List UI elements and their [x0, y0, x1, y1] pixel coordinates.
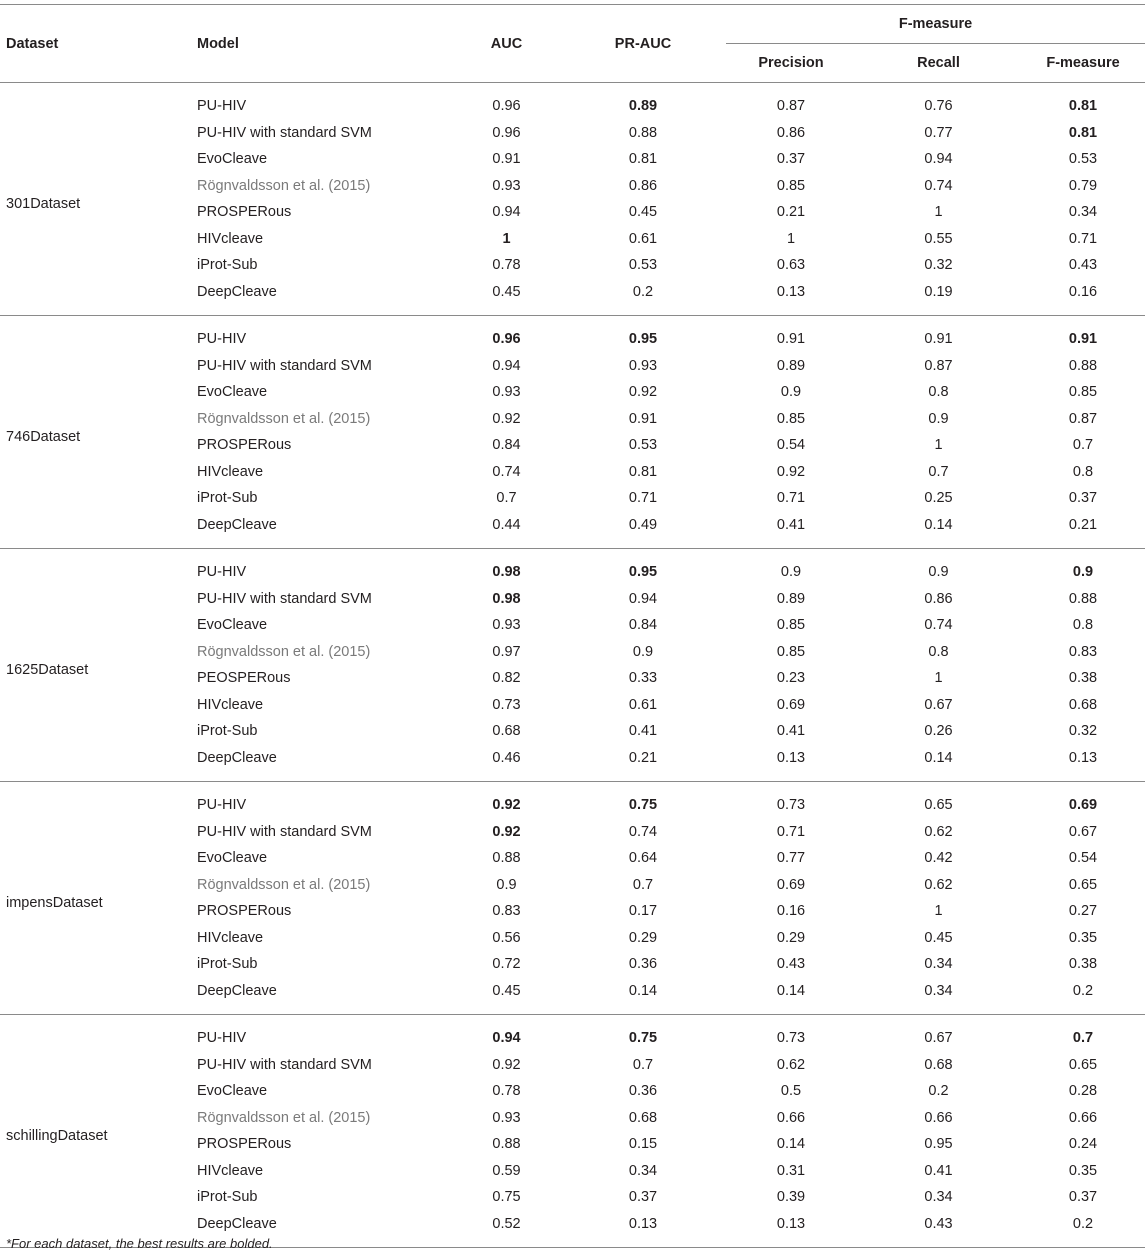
auc-cell: 0.45: [492, 283, 521, 300]
auc-cell: 0.78: [492, 257, 521, 274]
auc-cell: 0.92: [492, 1056, 521, 1073]
prauc-cell: 0.91: [628, 410, 658, 427]
recall-cell: 0.2: [928, 1083, 949, 1100]
prauc-cell: 0.71: [628, 490, 658, 507]
header-prauc: PR-AUC: [614, 35, 672, 52]
auc-cell: 0.84: [492, 437, 521, 454]
fmeasure-cell: 0.88: [1068, 357, 1098, 374]
recall-cell: 0.62: [924, 823, 953, 840]
fmeasure-cell: 0.35: [1068, 929, 1098, 946]
auc-cell: 0.91: [492, 151, 521, 168]
header-fmeasure: F-measure: [1046, 55, 1120, 71]
fmeasure-cell: 0.88: [1068, 590, 1098, 607]
prauc-cell: 0.15: [628, 1136, 658, 1153]
table-row: [0, 316, 1145, 353]
prauc-cell: 0.86: [628, 177, 658, 194]
header-auc: AUC: [490, 35, 523, 52]
recall-cell: 0.91: [924, 331, 953, 348]
auc-cell: 0.44: [492, 516, 521, 533]
auc-cell: 0.73: [492, 696, 521, 713]
model-name: HIVcleave: [197, 230, 264, 247]
recall-cell: 0.42: [924, 850, 953, 867]
prauc-cell: 0.94: [628, 590, 658, 607]
prauc-cell: 0.81: [628, 151, 658, 168]
precision-cell: 0.71: [776, 823, 806, 840]
precision-cell: 0.23: [776, 670, 806, 687]
header-model: Model: [197, 35, 239, 52]
model-name: DeepCleave: [197, 283, 277, 300]
prauc-cell: 0.41: [628, 723, 658, 740]
table-row: [0, 1015, 1145, 1052]
precision-cell: 0.14: [776, 982, 806, 999]
prauc-cell: 0.13: [628, 1215, 658, 1232]
auc-cell: 0.75: [492, 1189, 521, 1206]
fmeasure-cell: 0.81: [1068, 98, 1098, 115]
model-name: HIVcleave: [197, 463, 264, 480]
auc-cell: 0.45: [492, 982, 521, 999]
prauc-cell: 0.49: [628, 516, 658, 533]
precision-cell: 0.31: [776, 1162, 806, 1179]
table-header: [0, 5, 1145, 83]
recall-cell: 0.19: [924, 283, 953, 300]
prauc-cell: 0.84: [628, 617, 658, 634]
recall-cell: 0.34: [924, 956, 953, 973]
auc-cell: 0.92: [492, 823, 521, 840]
fmeasure-cell: 0.65: [1068, 1056, 1098, 1073]
auc-cell: 0.83: [492, 903, 521, 920]
auc-cell: 0.94: [492, 204, 521, 221]
results-table: [0, 4, 1145, 1248]
fmeasure-cell: 0.43: [1068, 257, 1098, 274]
model-name: PU-HIV with standard SVM: [197, 1056, 372, 1073]
fmeasure-cell: 0.68: [1068, 696, 1098, 713]
prauc-cell: 0.45: [628, 204, 658, 221]
recall-cell: 0.86: [924, 590, 953, 607]
fmeasure-cell: 0.69: [1068, 797, 1098, 814]
recall-cell: 0.55: [924, 230, 953, 247]
precision-cell: 0.13: [776, 1215, 806, 1232]
auc-cell: 0.7: [496, 490, 517, 507]
model-name: PU-HIV: [197, 98, 247, 115]
fmeasure-cell: 0.83: [1068, 643, 1098, 660]
auc-cell: 0.93: [492, 617, 521, 634]
recall-cell: 0.77: [924, 124, 953, 141]
recall-cell: 0.67: [924, 696, 953, 713]
recall-cell: 0.95: [924, 1136, 953, 1153]
prauc-cell: 0.9: [632, 643, 654, 660]
dataset-group: [0, 549, 1145, 782]
table-row: [0, 549, 1145, 586]
recall-cell: 0.74: [924, 177, 953, 194]
precision-cell: 0.91: [776, 331, 806, 348]
precision-cell: 0.41: [776, 516, 806, 533]
fmeasure-cell: 0.79: [1068, 177, 1098, 194]
auc-cell: 0.82: [492, 670, 521, 687]
auc-cell: 0.93: [492, 1109, 521, 1126]
table-row: [0, 782, 1145, 819]
fmeasure-cell: 0.7: [1072, 1030, 1094, 1047]
model-name: iProt-Sub: [197, 723, 258, 740]
fmeasure-cell: 0.85: [1068, 384, 1098, 401]
prauc-cell: 0.17: [628, 903, 658, 920]
recall-cell: 0.62: [924, 876, 953, 893]
prauc-cell: 0.88: [628, 124, 658, 141]
recall-cell: 1: [934, 437, 943, 454]
recall-cell: 0.34: [924, 1189, 953, 1206]
fmeasure-cell: 0.7: [1072, 437, 1094, 454]
model-name: DeepCleave: [197, 1215, 277, 1232]
fmeasure-cell: 0.28: [1068, 1083, 1098, 1100]
recall-cell: 0.66: [924, 1109, 953, 1126]
precision-cell: 0.85: [776, 643, 806, 660]
auc-cell: 0.98: [492, 590, 521, 607]
auc-cell: 0.94: [492, 1030, 521, 1047]
recall-cell: 0.9: [928, 564, 949, 581]
auc-cell: 0.98: [492, 564, 521, 581]
model-name: PU-HIV: [197, 1030, 247, 1047]
precision-cell: 1: [786, 230, 796, 247]
prauc-cell: 0.21: [628, 749, 658, 766]
model-name: PROSPERous: [197, 204, 292, 221]
model-name: DeepCleave: [197, 982, 277, 999]
model-name: EvoCleave: [197, 151, 268, 168]
recall-cell: 0.32: [924, 257, 953, 274]
model-name: HIVcleave: [197, 929, 264, 946]
precision-cell: 0.69: [776, 876, 806, 893]
precision-cell: 0.73: [776, 797, 806, 814]
recall-cell: 0.8: [928, 384, 949, 401]
auc-cell: 1: [502, 230, 511, 247]
precision-cell: 0.73: [776, 1030, 806, 1047]
precision-cell: 0.13: [776, 283, 806, 300]
recall-cell: 0.74: [924, 617, 953, 634]
precision-cell: 0.62: [776, 1056, 806, 1073]
auc-cell: 0.94: [492, 357, 521, 374]
model-name: Rögnvaldsson et al. (2015): [197, 177, 371, 194]
auc-cell: 0.46: [492, 749, 521, 766]
fmeasure-cell: 0.8: [1072, 617, 1094, 634]
prauc-cell: 0.33: [628, 670, 658, 687]
fmeasure-cell: 0.9: [1072, 564, 1094, 581]
header-recall: Recall: [917, 55, 960, 71]
footnote: *For each dataset, the best results are bolded.: [6, 1236, 273, 1251]
auc-cell: 0.52: [492, 1215, 521, 1232]
fmeasure-cell: 0.87: [1068, 410, 1098, 427]
prauc-cell: 0.29: [628, 929, 658, 946]
recall-cell: 0.34: [924, 982, 953, 999]
prauc-cell: 0.68: [628, 1109, 658, 1126]
fmeasure-cell: 0.34: [1068, 204, 1098, 221]
model-name: PU-HIV with standard SVM: [197, 823, 372, 840]
fmeasure-cell: 0.66: [1068, 1109, 1098, 1126]
prauc-cell: 0.37: [628, 1189, 658, 1206]
fmeasure-cell: 0.81: [1068, 124, 1098, 141]
prauc-cell: 0.75: [628, 797, 658, 814]
recall-cell: 0.43: [924, 1215, 953, 1232]
fmeasure-cell: 0.35: [1068, 1162, 1098, 1179]
model-name: PU-HIV with standard SVM: [197, 124, 372, 141]
fmeasure-cell: 0.37: [1068, 1189, 1098, 1206]
precision-cell: 0.37: [776, 151, 806, 168]
recall-cell: 0.76: [924, 98, 953, 115]
auc-cell: 0.68: [492, 723, 521, 740]
auc-cell: 0.97: [492, 643, 521, 660]
fmeasure-cell: 0.54: [1068, 850, 1098, 867]
recall-cell: 0.14: [924, 516, 953, 533]
precision-cell: 0.21: [776, 204, 806, 221]
recall-cell: 0.26: [924, 723, 953, 740]
fmeasure-cell: 0.53: [1068, 151, 1098, 168]
prauc-cell: 0.36: [628, 1083, 658, 1100]
precision-cell: 0.63: [776, 257, 806, 274]
dataset-name: 1625Dataset: [6, 662, 89, 678]
model-name: HIVcleave: [197, 696, 264, 713]
precision-cell: 0.13: [776, 749, 806, 766]
precision-cell: 0.69: [776, 696, 806, 713]
model-name: iProt-Sub: [197, 956, 258, 973]
prauc-cell: 0.61: [628, 230, 658, 247]
recall-cell: 0.7: [928, 463, 949, 480]
prauc-cell: 0.75: [628, 1030, 658, 1047]
prauc-cell: 0.95: [628, 564, 658, 581]
precision-cell: 0.39: [776, 1189, 806, 1206]
recall-cell: 0.94: [924, 151, 953, 168]
precision-cell: 0.16: [776, 903, 806, 920]
recall-cell: 0.45: [924, 929, 953, 946]
recall-cell: 0.87: [924, 357, 953, 374]
header-dataset: Dataset: [6, 35, 59, 52]
auc-cell: 0.92: [492, 797, 521, 814]
model-name: Rögnvaldsson et al. (2015): [197, 1109, 371, 1126]
fmeasure-cell: 0.65: [1068, 876, 1098, 893]
fmeasure-cell: 0.37: [1068, 490, 1098, 507]
model-name: Rögnvaldsson et al. (2015): [197, 876, 371, 893]
prauc-cell: 0.93: [628, 357, 658, 374]
precision-cell: 0.54: [776, 437, 806, 454]
auc-cell: 0.96: [492, 98, 521, 115]
model-name: PU-HIV: [197, 331, 247, 348]
precision-cell: 0.85: [776, 177, 806, 194]
precision-cell: 0.41: [776, 723, 806, 740]
prauc-cell: 0.92: [628, 384, 658, 401]
precision-cell: 0.14: [776, 1136, 806, 1153]
precision-cell: 0.66: [776, 1109, 806, 1126]
recall-cell: 1: [934, 670, 943, 687]
dataset-group: [0, 1015, 1145, 1248]
auc-cell: 0.9: [496, 876, 517, 893]
dataset-name: schillingDataset: [6, 1128, 108, 1144]
prauc-cell: 0.7: [632, 876, 654, 893]
auc-cell: 0.88: [492, 850, 521, 867]
auc-cell: 0.96: [492, 331, 521, 348]
precision-cell: 0.5: [780, 1083, 802, 1100]
recall-cell: 0.68: [924, 1056, 953, 1073]
model-name: EvoCleave: [197, 384, 268, 401]
precision-cell: 0.85: [776, 617, 806, 634]
auc-cell: 0.78: [492, 1083, 521, 1100]
model-name: iProt-Sub: [197, 257, 258, 274]
recall-cell: 0.14: [924, 749, 953, 766]
header-precision: Precision: [758, 55, 824, 71]
auc-cell: 0.96: [492, 124, 521, 141]
model-name: PU-HIV: [197, 797, 247, 814]
auc-cell: 0.74: [492, 463, 521, 480]
fmeasure-cell: 0.8: [1072, 463, 1094, 480]
auc-cell: 0.93: [492, 177, 521, 194]
model-name: PROSPERous: [197, 903, 292, 920]
fmeasure-cell: 0.27: [1068, 903, 1098, 920]
model-name: DeepCleave: [197, 516, 277, 533]
prauc-cell: 0.89: [628, 98, 658, 115]
prauc-cell: 0.74: [628, 823, 658, 840]
model-name: PU-HIV: [197, 564, 247, 581]
fmeasure-cell: 0.71: [1068, 230, 1098, 247]
precision-cell: 0.89: [776, 590, 806, 607]
fmeasure-cell: 0.16: [1068, 283, 1098, 300]
recall-cell: 0.9: [928, 410, 949, 427]
prauc-cell: 0.53: [628, 437, 658, 454]
prauc-cell: 0.53: [628, 257, 658, 274]
recall-cell: 0.25: [924, 490, 953, 507]
auc-cell: 0.72: [492, 956, 521, 973]
precision-cell: 0.92: [776, 463, 806, 480]
precision-cell: 0.86: [776, 124, 806, 141]
auc-cell: 0.56: [492, 929, 521, 946]
auc-cell: 0.93: [492, 384, 521, 401]
auc-cell: 0.88: [492, 1136, 521, 1153]
recall-cell: 1: [934, 903, 943, 920]
dataset-group: [0, 316, 1145, 549]
dataset-name: 301Dataset: [6, 196, 81, 212]
prauc-cell: 0.2: [632, 283, 654, 300]
model-name: Rögnvaldsson et al. (2015): [197, 643, 371, 660]
precision-cell: 0.29: [776, 929, 806, 946]
prauc-cell: 0.14: [628, 982, 658, 999]
model-name: PU-HIV with standard SVM: [197, 590, 372, 607]
auc-cell: 0.59: [492, 1162, 521, 1179]
model-name: Rögnvaldsson et al. (2015): [197, 410, 371, 427]
prauc-cell: 0.64: [628, 850, 658, 867]
precision-cell: 0.9: [780, 384, 802, 401]
model-name: HIVcleave: [197, 1162, 264, 1179]
precision-cell: 0.9: [780, 564, 802, 581]
precision-cell: 0.85: [776, 410, 806, 427]
precision-cell: 0.71: [776, 490, 806, 507]
recall-cell: 1: [934, 204, 943, 221]
dataset-name: 746Dataset: [6, 429, 81, 445]
fmeasure-cell: 0.67: [1068, 823, 1098, 840]
model-name: EvoCleave: [197, 1083, 268, 1100]
model-name: EvoCleave: [197, 850, 268, 867]
prauc-cell: 0.7: [632, 1056, 654, 1073]
fmeasure-cell: 0.91: [1068, 331, 1098, 348]
model-name: iProt-Sub: [197, 490, 258, 507]
prauc-cell: 0.34: [628, 1162, 658, 1179]
prauc-cell: 0.61: [628, 696, 658, 713]
precision-cell: 0.43: [776, 956, 806, 973]
auc-cell: 0.92: [492, 410, 521, 427]
fmeasure-cell: 0.38: [1068, 956, 1098, 973]
fmeasure-cell: 0.24: [1068, 1136, 1098, 1153]
dataset-group: [0, 782, 1145, 1015]
table-row: [0, 83, 1145, 120]
prauc-cell: 0.36: [628, 956, 658, 973]
fmeasure-cell: 0.2: [1072, 1215, 1094, 1232]
model-name: PEOSPERous: [197, 670, 291, 687]
fmeasure-cell: 0.13: [1068, 749, 1098, 766]
recall-cell: 0.41: [924, 1162, 953, 1179]
model-name: EvoCleave: [197, 617, 268, 634]
fmeasure-cell: 0.32: [1068, 723, 1098, 740]
dataset-name: impensDataset: [6, 895, 103, 911]
fmeasure-cell: 0.21: [1068, 516, 1098, 533]
model-name: PROSPERous: [197, 1136, 292, 1153]
recall-cell: 0.65: [924, 797, 953, 814]
precision-cell: 0.89: [776, 357, 806, 374]
precision-cell: 0.77: [776, 850, 806, 867]
model-name: PROSPERous: [197, 437, 292, 454]
fmeasure-cell: 0.2: [1072, 982, 1094, 999]
dataset-group: [0, 83, 1145, 316]
prauc-cell: 0.95: [628, 331, 658, 348]
recall-cell: 0.8: [928, 643, 949, 660]
header-fmeasure-group: F-measure: [726, 5, 1145, 44]
prauc-cell: 0.81: [628, 463, 658, 480]
model-name: iProt-Sub: [197, 1189, 258, 1206]
precision-cell: 0.87: [776, 98, 806, 115]
model-name: DeepCleave: [197, 749, 277, 766]
recall-cell: 0.67: [924, 1030, 953, 1047]
model-name: PU-HIV with standard SVM: [197, 357, 372, 374]
fmeasure-cell: 0.38: [1068, 670, 1098, 687]
